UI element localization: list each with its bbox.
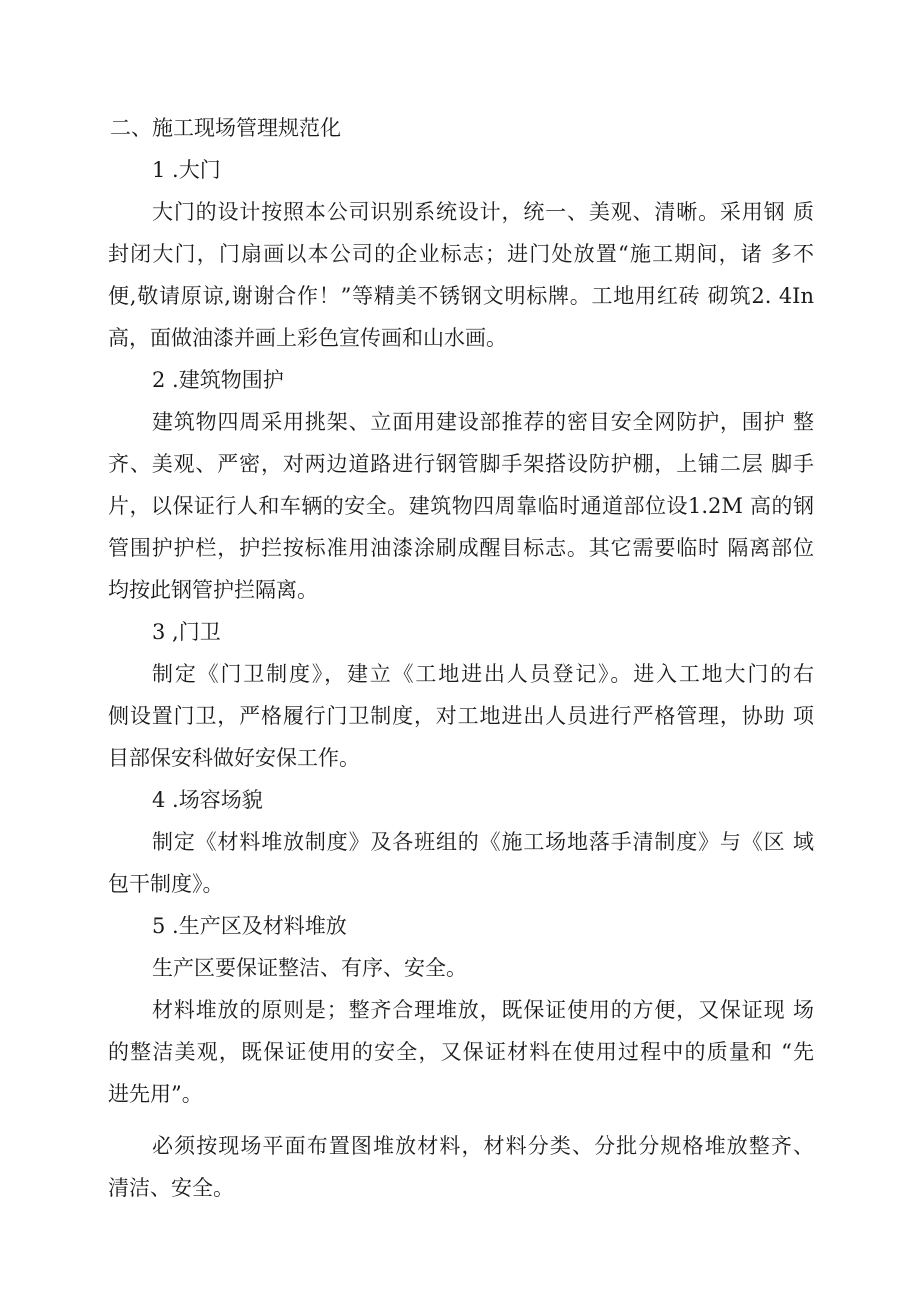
paragraph-line: 的整洁美观，既保证使用的安全，又保证材料在使用过程中的质量和 “先	[108, 1040, 814, 1064]
paragraph-line: 建筑物四周采用挑架、立面用建设部推荐的密目安全网防护，围护 整	[152, 410, 814, 434]
paragraph-line: 均按此钢管护拦隔离。	[108, 578, 318, 602]
paragraph-line: 材料堆放的原则是；整齐合理堆放，既保证使用的方便，又保证现 场	[152, 998, 814, 1022]
paragraph-line: 进先用”。	[108, 1082, 203, 1106]
paragraph-line: 管围护护栏，护拦按标准用油漆涂刷成醒目标志。其它需要临时 隔离部位	[108, 536, 814, 560]
paragraph-line: 封闭大门，门扇画以本公司的企业标志；进门处放置“施工期间，诸 多不	[108, 242, 814, 266]
paragraph-line: 齐、美观、严密，对两边道路进行钢管脚手架搭设防护棚，上铺二层 脚手	[108, 452, 814, 476]
paragraph-line: 包干制度》。	[108, 872, 224, 896]
section-title: 二、施工现场管理规范化	[110, 116, 341, 140]
item-heading-guard: 3 ,门卫	[152, 620, 221, 644]
paragraph-line: 制定《门卫制度》，建立《工地进出人员登记》。进入工地大门的右	[152, 662, 814, 686]
paragraph-line: 侧设置门卫，严格履行门卫制度，对工地进出人员进行严格管理，协助 项	[108, 704, 814, 728]
paragraph-line: 片，以保证行人和车辆的安全。建筑物四周靠临时通道部位设1.2M 高的钢	[108, 494, 814, 518]
paragraph-line: 高，面做油漆并画上彩色宣传画和山水画。	[108, 326, 507, 350]
paragraph-line: 生产区要保证整洁、有序、安全。	[152, 956, 467, 980]
paragraph-line: 目部保安科做好安保工作。	[108, 746, 360, 770]
paragraph-line: 清洁、安全。	[108, 1176, 234, 1200]
item-heading-production: 5 .生产区及材料堆放	[152, 914, 347, 938]
paragraph-line: 必须按现场平面布置图堆放材料，材料分类、分批分规格堆放整齐、	[152, 1134, 814, 1158]
paragraph-line: 制定《材料堆放制度》及各班组的《施工场地落手清制度》与《区 域	[152, 830, 814, 854]
paragraph-line: 大门的设计按照本公司识别系统设计，统一、美观、清晰。采用钢 质	[152, 200, 814, 224]
item-heading-gate: 1 .大门	[152, 158, 221, 182]
paragraph-line: 便,敬请原谅,谢谢合作！”等精美不锈钢文明标牌。工地用红砖 砌筑2. 4In	[108, 284, 814, 308]
item-heading-site: 4 .场容场貌	[152, 788, 263, 812]
item-heading-enclosure: 2 .建筑物围护	[152, 368, 284, 392]
